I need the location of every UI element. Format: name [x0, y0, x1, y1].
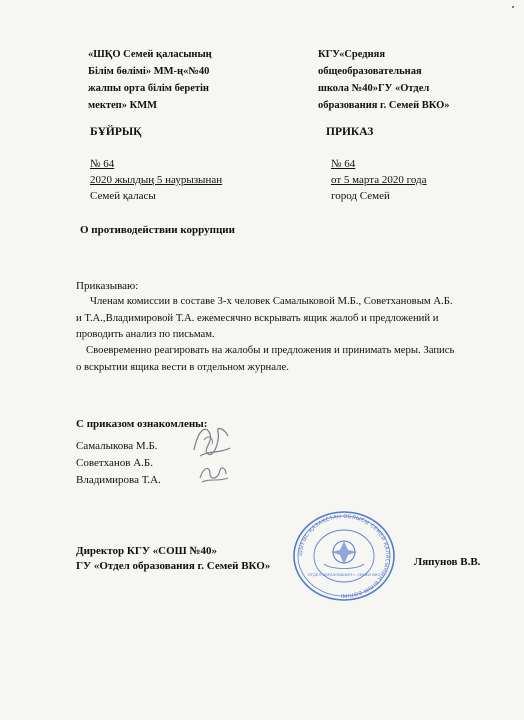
header-left-line: «ШҚО Семей қаласының: [88, 49, 212, 60]
header-left: [88, 46, 212, 114]
order-number-kk: № 64: [90, 158, 115, 170]
order-meta-ru: [331, 156, 427, 204]
header-right-line: образования г. Семей ВКО»: [318, 100, 450, 111]
scan-speck: [512, 6, 514, 8]
body-paragraph-2: Своевременно реагировать на жалобы и предложения и принимать меры. Запись о вскрытии ящика вести в отдельном журнале.: [76, 344, 455, 373]
order-number-ru: № 64: [331, 158, 356, 170]
order-title-kk: БҰЙРЫҚ: [90, 126, 142, 138]
acquainted-title: С приказом ознакомлены:: [76, 418, 208, 430]
order-subject: О противодействии коррупции: [80, 224, 235, 236]
header-right: [318, 46, 450, 114]
acquainted-name: Самалыкова М.Б.: [76, 440, 158, 452]
signature-scribble-1: [188, 420, 234, 464]
order-date-ru: от 5 марта 2020 года: [331, 174, 427, 186]
order-city-ru: город Семей: [331, 190, 390, 202]
header-left-line: жалпы орта білім беретін: [88, 83, 209, 94]
stamp-inner-text: ОТДЕЛ ОБРАЗОВАНИЯ г. СЕМЕЙ ВКО: [307, 572, 381, 577]
acquainted-list: [76, 438, 161, 489]
header-right-line: КГУ«Средняя: [318, 49, 385, 60]
order-city-kk: Семей қаласы: [90, 190, 156, 202]
order-date-kk: 2020 жылдың 5 наурызынан: [90, 174, 223, 186]
signature-scribble-2: [196, 460, 230, 486]
body-paragraph-1: Членам комиссии в составе 3-х человек Самалыковой М.Б., Советхановым А.Б. и Т.А.,Владимировой Т.А. ежемесячно вскрывать ящик жалоб и предложений и проводить анализ по письмам.: [76, 295, 453, 340]
director-title-line-2: ГУ «Отдел образования г. Семей ВКО»: [76, 560, 271, 572]
acquainted-name: Владимирова Т.А.: [76, 474, 161, 486]
acquainted-name: Советханов А.Б.: [76, 457, 153, 469]
body-intro: Приказываю:: [76, 280, 139, 292]
header-right-line: общеобразовательная: [318, 66, 422, 77]
header-left-line: Білім бөлімі» ММ-ң«№40: [88, 66, 210, 77]
header-left-line: мектеп» КММ: [88, 100, 158, 111]
director-name: Ляпунов В.В.: [414, 556, 481, 568]
order-meta-kk: [90, 156, 222, 204]
order-title-ru: ПРИКАЗ: [326, 126, 374, 138]
director-title-line-1: Директор КГУ «СОШ №40»: [76, 545, 218, 557]
official-stamp: [288, 508, 400, 604]
header-right-line: школа №40»ГУ «Отдел: [318, 83, 430, 94]
stamp-outer-text: ШЫҒЫС ҚАЗАҚСТАН ОБЛЫСЫ СЕМЕЙ ҚАЛАСЫНЫҢ БІЛІМ БӨЛІМІ: [297, 513, 391, 599]
